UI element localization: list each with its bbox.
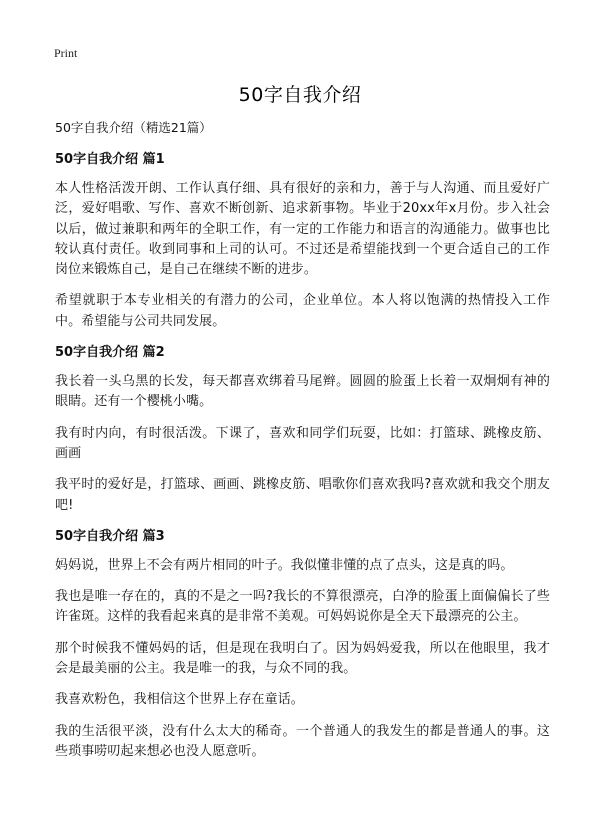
paragraph: 我也是唯一存在的，真的不是之一吗?我长的不算很漂亮，白净的脸蛋上面偏偏长了些许雀斑。这样的我看起来真的是非常不美观。可妈妈说你是全天下最漂亮的公主。 [55,589,550,625]
paragraph: 妈妈说，世界上不会有两片相同的叶子。我似懂非懂的点了点头，这是真的吗。 [55,557,514,573]
document-subtitle: 50字自我介绍（精选21篇） [55,120,212,135]
print-link[interactable]: Print [54,46,78,60]
paragraph: 那个时候我不懂妈妈的话，但是现在我明白了。因为妈妈爱我，所以在他眼里，我才会是最美丽的公主。我是唯一的我，与众不同的我。 [55,640,550,677]
paragraph: 我长着一头乌黑的长发，每天都喜欢绑着马尾辫。圆圆的脸蛋上长着一双炯炯有神的眼睛。还有一个樱桃小嘴。 [55,374,550,410]
section-heading: 50字自我介绍 篇2 [55,345,165,361]
paragraph: 我喜欢粉色，我相信这个世界上存在童话。 [55,692,304,708]
section-heading: 50字自我介绍 篇1 [55,152,165,167]
paragraph: 本人性格活泼开朗、工作认真仔细、具有很好的亲和力，善于与人沟通、而且爱好广泛，爱好唱歌、写作、喜欢不断创新、追求新事物。毕业于20xx年x月份。步入社会以后，做过兼职和两年的全职工作，有一定的工作能力和语言的沟通能力。做事也比较认真付责任。收到同事和上司的认可。不过还是希望能找到一个更合适自己的工作岗位来锻炼自己，是自己在继续不断的进步。 [55,181,550,278]
document-title: 50字自我介绍 [238,84,362,106]
document-body [55,118,550,773]
paragraph: 我有时内向，有时很活泼。下课了，喜欢和同学们玩耍，比如：打篮球、跳橡皮筋、画画 [55,425,550,461]
paragraph: 我的生活很平淡，没有什么太大的稀奇。一个普通人的我发生的都是普通人的事。这些琐事唠叨起来想必也没人愿意听。 [55,723,550,759]
section-1 [55,150,550,332]
section-heading: 50字自我介绍 篇3 [55,528,165,544]
paragraph: 希望就职于本专业相关的有潜力的公司，企业单位。本人将以饱满的热情投入工作中。希望能与公司共同发展。 [55,293,550,329]
section-2 [55,343,550,516]
section-3 [55,527,550,762]
paragraph: 我平时的爱好是，打篮球、画画、跳橡皮筋、唱歌你们喜欢我吗?喜欢就和我交个朋友吧! [55,477,550,513]
